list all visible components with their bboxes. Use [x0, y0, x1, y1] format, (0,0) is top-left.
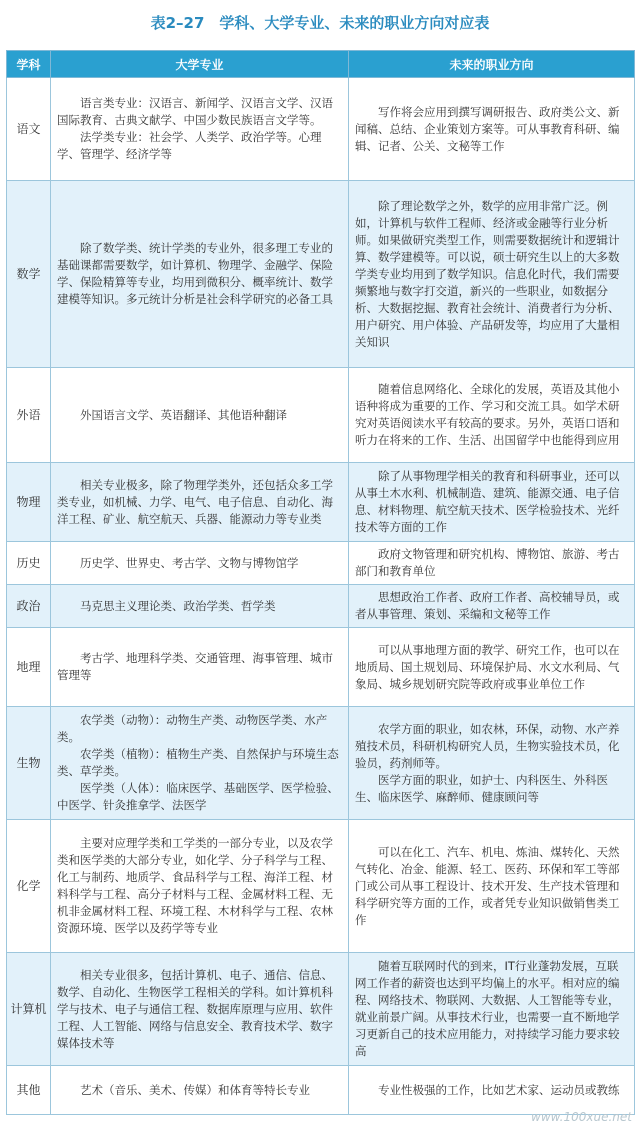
career-text: 除了理论数学之外，数学的应用非常广泛。例如，计算机与软件工程师、经济或金融等行业分析师。如果做研究类型工作，则需要数据统计和逻辑计算、数学建模等。可以说，硕士研究生以上的大多数学类专业均用到了数学知识。信息化时代，我们需要频繁地与数字打交道，新兴的一些职业，如数据分析、大数据挖掘、教育社会统计、消费者行为分析、用户研究、用户体验、产品研发等，均应用了大量相关知识: [355, 198, 620, 349]
major-cell: [51, 368, 349, 463]
subject-cell: 语文: [7, 78, 51, 181]
subject-cell: 生物: [7, 707, 51, 820]
major-text: 历史学、世界史、考古学、文物与博物馆学: [80, 555, 299, 570]
header-subject: 学科: [7, 51, 51, 78]
major-cell: [51, 585, 349, 628]
career-cell: [349, 820, 635, 953]
table-title: 表2–27 学科、大学专业、未来的职业方向对应表: [150, 14, 490, 32]
table-row: [7, 585, 635, 628]
career-cell: [349, 1066, 635, 1115]
career-cell: [349, 585, 635, 628]
subject-cell: 外语: [7, 368, 51, 463]
career-text: 写作将会应用到撰写调研报告、政府类公文、新闻稿、总结、企业策划方案等。可从事教育科研、编辑、记者、公关、文秘等工作: [355, 104, 620, 153]
major-cell: [51, 78, 349, 181]
career-text: 随着信息网络化、全球化的发展，英语及其他小语种将成为重要的工作、学习和交流工具。如学术研究对英语阅读水平有较高的要求。另外，英语口语和听力在将来的工作、生活、出国留学中也能得到应用: [355, 382, 620, 447]
career-text: 专业性极强的工作，比如艺术家、运动员或教练: [378, 1082, 620, 1097]
career-text: 可以在化工、汽车、机电、炼油、煤转化、天然气转化、冶金、能源、轻工、医药、环保和军工等部门或公司从事工程设计、技术开发、生产技术管理和科学研究等方面的工作，或者凭专业知识做销售类工作: [355, 844, 620, 927]
major-cell: [51, 628, 349, 707]
major-cell: [51, 820, 349, 953]
major-text: 医学类（人体）：临床医学、基础医学、医学检验、中医学、针灸推拿学、法医学: [57, 781, 339, 812]
subject-cell: 物理: [7, 463, 51, 542]
major-cell: [51, 1066, 349, 1115]
career-text: 可以从事地理方面的教学、研究工作，也可以在地质局、国土规划局、环境保护局、水文水利局、气象局、城乡规划研究院等政府或事业单位工作: [355, 642, 620, 691]
career-text: 随着互联网时代的到来，IT行业蓬勃发展，互联网工作者的薪资也达到平均偏上的水平。相对应的编程、网络技术、物联网、大数据、人工智能等专业，就业前景广阔。从事技术行业，也需要一直不断地学习更新自己的技术应用能力，对持续学习能力要求较高: [355, 959, 620, 1058]
table-row: [7, 707, 635, 820]
subject-career-table: [6, 50, 635, 1115]
major-text: 相关专业极多，除了物理学类外，还包括众多工学类专业，如机械、力学、电气、电子信息、自动化、海洋工程、矿业、航空航天、兵器、能源动力等专业类: [57, 477, 333, 526]
career-text: 医学方面的职业，如护士、内科医生、外科医生、临床医学、麻醉师、健康顾问等: [355, 772, 608, 804]
table-row: [7, 628, 635, 707]
career-cell: [349, 628, 635, 707]
subject-cell: 政治: [7, 585, 51, 628]
subject-cell: 地理: [7, 628, 51, 707]
career-text: 思想政治工作者、政府工作者、高校辅导员，或者从事管理、策划、采编和文秘等工作: [355, 590, 620, 621]
career-text: 政府文物管理和研究机构、博物馆、旅游、考古部门和教育单位: [355, 547, 620, 578]
major-text: 艺术（音乐、美术、传媒）和体育等特长专业: [80, 1082, 310, 1097]
major-text: 农学类（植物）：植物生产类、自然保护与环境生态类、草学类。: [57, 747, 339, 778]
subject-cell: 历史: [7, 542, 51, 585]
subject-cell: 数学: [7, 181, 51, 368]
major-text: 法学类专业：社会学、人类学、政治学等。心理学、管理学、经济学等: [57, 130, 322, 161]
table-row: [7, 78, 635, 181]
major-cell: [51, 542, 349, 585]
major-cell: [51, 181, 349, 368]
major-text: 马克思主义理论类、政治学类、哲学类: [80, 598, 276, 613]
table-header-row: [7, 51, 635, 78]
table-row: [7, 181, 635, 368]
major-cell: [51, 463, 349, 542]
major-text: 农学类（动物）：动物生产类、动物医学类、水产类。: [57, 713, 328, 744]
major-cell: [51, 707, 349, 820]
table-row: [7, 1066, 635, 1115]
major-text: 主要对应理学类和工学类的一部分专业，以及农学类和医学类的大部分专业，如化学、分子科学与工程、化工与制药、地质学、食品科学与工程、海洋工程、材料科学与工程、高分子材料与工程、金属材料工程、无机非金属材料工程、环境工程、木材科学与工程、农林资源环境、医学以及药学等专业: [57, 836, 333, 935]
career-text: 除了从事物理学相关的教育和科研事业，还可以从事土木水利、机械制造、建筑、能源交通、电子信息、材料物理、航空航天技术、医学检验技术、光纤技术等方面的工作: [355, 469, 620, 534]
header-career: 未来的职业方向: [349, 51, 635, 78]
subject-cell: 计算机: [7, 953, 51, 1066]
career-cell: [349, 953, 635, 1066]
watermark: www.100xue.net: [531, 1110, 632, 1124]
major-text: 除了数学类、统计学类的专业外，很多理工专业的基础课都需要数学，如计算机、物理学、金融学、保险学、保险精算等专业，均用到微积分、概率统计、数学建模等知识。多元统计分析是社会科学研究的必备工具: [57, 241, 333, 306]
career-cell: [349, 463, 635, 542]
career-cell: [349, 707, 635, 820]
career-cell: [349, 542, 635, 585]
subject-cell: 其他: [7, 1066, 51, 1115]
header-major: 大学专业: [51, 51, 349, 78]
major-cell: [51, 953, 349, 1066]
table-row: [7, 463, 635, 542]
major-text: 相关专业很多，包括计算机、电子、通信、信息、数学、自动化、生物医学工程相关的学科。如计算机科学与技术、电子与通信工程、数据库原理与应用、软件工程、人工智能、网络与信息安全、教育技术学、数字媒体技术等: [57, 967, 333, 1050]
career-cell: [349, 181, 635, 368]
major-text: 语言类专业：汉语言、新闻学、汉语言文学、汉语国际教育、古典文献学、中国少数民族语言文学等。: [57, 96, 333, 127]
career-cell: [349, 78, 635, 181]
career-text: 农学方面的职业，如农林，环保，动物、水产养殖技术员，科研机构研究人员，生物实验技术员，化验员，药剂师等。: [355, 721, 620, 770]
table-row: [7, 542, 635, 585]
career-cell: [349, 368, 635, 463]
major-text: 外国语言文学、英语翻译、其他语种翻译: [80, 407, 287, 422]
major-text: 考古学、地理科学类、交通管理、海事管理、城市管理等: [57, 651, 333, 682]
table-row: [7, 953, 635, 1066]
subject-cell: 化学: [7, 820, 51, 953]
table-row: [7, 368, 635, 463]
table-row: [7, 820, 635, 953]
